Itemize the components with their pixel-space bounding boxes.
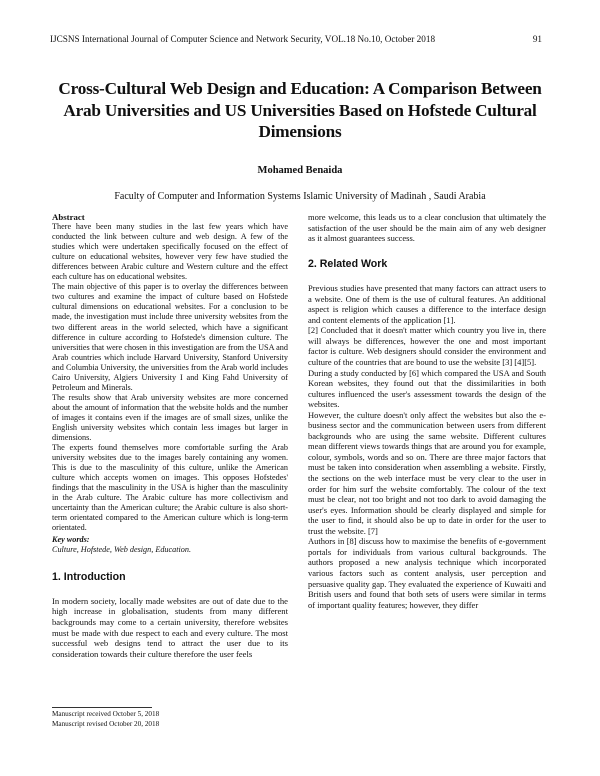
- paper-title: Cross-Cultural Web Design and Education: A Comparison Between Arab Universities and US Universities Based on Hofstede Cultural Dimensions: [58, 79, 542, 141]
- abstract-paragraph: There have been many studies in the last few years which have conducted the link between culture and web design. A few of the studies which were undertaken specifically focused on the effect of culture on educational websites, however very few have studied the differences between Arabic culture and Western culture and the effect each culture has on educational websites.: [52, 222, 288, 282]
- abstract-paragraph: The experts found themselves more comfortable surfing the Arab university websites due to the images barely containing any women. This is due to the masculinity of this culture, unlike the American culture which accepts women on images. This opposes Hofstedes' findings that the masculinity in the USA is higher than the masculinity in the Arab culture. The Arabic culture has more collectivism and uncertainty than the American culture; the Arabic culture is also short-term orientated compared to the American culture which is long-term orientated.: [52, 443, 288, 533]
- left-column: [52, 212, 288, 660]
- related-work-paragraph: During a study conducted by [6] which compared the USA and South Korean websites, they found out that the dissimilarities in both cultures influenced the user's assessment towards the design of the websites.: [308, 367, 546, 410]
- section-heading-introduction: 1. Introduction: [52, 570, 126, 583]
- abstract-heading: Abstract: [52, 212, 85, 222]
- related-work-paragraph: Authors in [8] discuss how to maximise the benefits of e-government portals for individuals from various cultural backgrounds. The authors proposed a new analysis technique which incorporated various factors such as content analysis, user perception and persuasive quality gap. They evaluated the experience of Kuwaiti and British users and found that both sets of users were similar in terms of important quality features; however, they differ: [308, 536, 546, 610]
- related-work-paragraph: However, the culture doesn't only affect the websites but also the e-business sector and the communication between users from different backgrounds who are using the same website. Different cultures mean different views towards things that are around you for example, colour, symbols, words and so on. There are three major factors that must be taken into consideration when assembling a website. Firstly, the sections on the web interface must be very clear to the user in order for him surf the website comfortably. The colour of the text must be clear, not too bright and not too dark to avoid damaging the user's eyes. Information should be clearly displayed and simple for the user to find, it should also be up to date in order for the user to trust the website. [7]: [308, 409, 546, 536]
- footnote-rule: [52, 707, 152, 708]
- running-header: [50, 34, 542, 44]
- intro-paragraph: In modern society, locally made websites are out of date due to the high increase in globalisation, students from many different backgrounds may come to a certain university, therefore websites must be made with due respect to each and every culture. The most successful web designs tend to attract the user due to its consideration towards their culture therefore the user feels: [52, 595, 288, 660]
- abstract-paragraph: The results show that Arab university websites are more concerned about the amount of information that the website holds and the number of images it contains even if the images are of small sizes, unlike the English university websites which contain less images but larger in dimensions.: [52, 392, 288, 443]
- related-work-paragraph: Previous studies have presented that many factors can attract users to a website. One of them is the use of cultural features. An additional aspect is religion which causes a difference to the interface design and content elements of the application [1].: [308, 283, 546, 325]
- keywords: Culture, Hofstede, Web design, Education.: [52, 544, 192, 554]
- right-column: [308, 212, 546, 610]
- related-work-paragraph: [2] Concluded that it doesn't matter which country you live in, there will always be differences, however the one and most important factor is culture. Web designers should consider the environment and culture of the countries that are bound to use the website [3] [4][5].: [308, 325, 546, 368]
- author-affiliation: Faculty of Computer and Information Systems Islamic University of Madinah , Saudi Arabia: [114, 191, 486, 202]
- section-heading-related-work: 2. Related Work: [308, 257, 388, 270]
- footnote: [52, 710, 159, 729]
- journal-name: IJCSNS International Journal of Computer Science and Network Security, VOL.18 No.10, October 2018: [50, 34, 436, 44]
- page-number: 91: [532, 34, 542, 44]
- manuscript-received: Manuscript received October 5, 2018: [52, 710, 160, 718]
- manuscript-revised: Manuscript revised October 20, 2018: [52, 719, 160, 728]
- keywords-heading: Key words:: [52, 534, 90, 544]
- continued-paragraph: more welcome, this leads us to a clear conclusion that ultimately the satisfaction of the user should be the main aim of any web designer as it almost guarantees success.: [308, 212, 546, 244]
- author-name: Mohamed Benaida: [257, 165, 343, 176]
- abstract-paragraph: The main objective of this paper is to overlay the differences between two cultures and examine the impact of culture based on Hofstede cultural dimensions on educational websites. For a conclusion to be made, the investigation must include three university websites from the two different areas in the world selected, which have a significant difference in culture according to Hofstede's dimension culture. The universities that were chosen in this investigation are from the USA and Arab countries which include Harvard University, Stanford University and Columbia University, the universities from the Arab world includes Cairo University, Algiers University I and King Fahd University of Petroleum and Minerals.: [52, 282, 288, 392]
